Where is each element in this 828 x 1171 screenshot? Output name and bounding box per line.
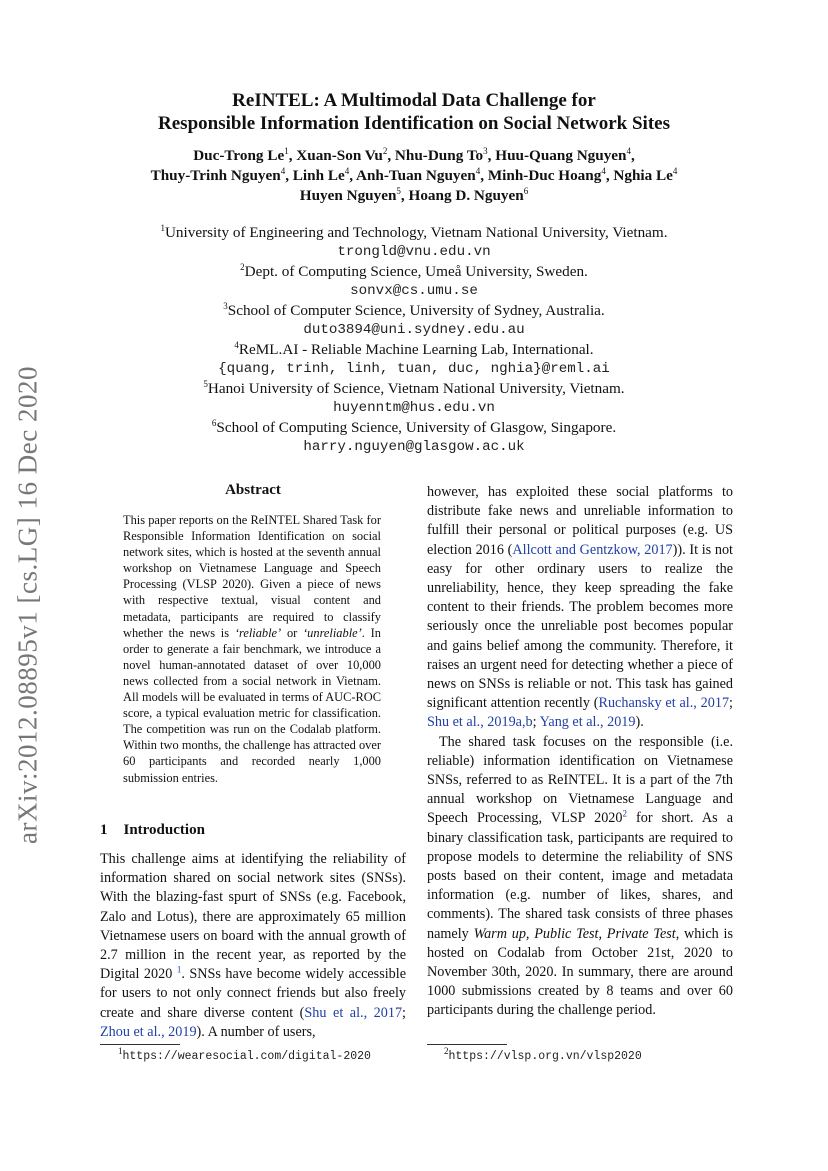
footnote-rule-right (427, 1044, 507, 1045)
email-3[interactable]: duto3894@uni.sydney.edu.au (303, 321, 525, 338)
affiliation-2: $^2$Dept. of Computing Science, Umeå University, Sweden. (240, 261, 588, 280)
author-name: Linh Le (292, 167, 345, 184)
author-name: Thuy-Trinh Nguyen (150, 167, 281, 184)
footnote-1: $^1$https://wearesocial.com/digital-2020 (118, 1046, 371, 1063)
intro-right-column (427, 483, 733, 1021)
affiliation-1: $^1$University of Engineering and Technology, Vietnam National University, Vietnam. (160, 222, 668, 241)
citation-link[interactable]: Ruchansky et al., 2017 (598, 695, 730, 712)
author-name: Duc-Trong Le (193, 147, 285, 164)
affiliation-5: $^5$Hanoi University of Science, Vietnam National University, Vietnam. (203, 378, 625, 397)
email-1[interactable]: trongld@vnu.edu.vn (337, 243, 491, 260)
author-name: Huu-Quang Nguyen (495, 147, 627, 164)
author-list (60, 146, 768, 206)
intro-left-paragraph: This challenge aims at identifying the reliability of information shared on social network sites (SNSs). With the blazing-fast spurt of SNSs (e.g. Facebook, Zalo and Lotus), there are approximately 65 million Vietnamese users on board with the annual growth of 2.7 million in the recent year, as reported by the Digital 2020 $^1$. SNSs have become widely accessible for users to not only connect friends but also freely create and share diverse content (Shu et al., 2017; Zhou et al., 2019). A number of users, (100, 851, 406, 1040)
phase-names: Warm up, Public Test, Private Test (473, 925, 676, 942)
footnote-url-2[interactable]: https://vlsp.org.vn/vlsp2020 (448, 1050, 642, 1063)
author-name: Xuan-Son Vu (296, 147, 383, 164)
intro-right-paragraph-1: however, has exploited these social platforms to distribute fake news and unreliable information to fulfill their personal or political purposes (e.g. US election 2016 (Allcott and Gentzkow, 2017)). It is not easy for other ordinary users to realize the unreliability, hence, they keep spreading the fake content to their friends. The problem becomes more seriously once the unreliable post becomes popular and gains belief among the community. Therefore, it raises an urgent need for detecting whether a piece of news on SNSs is reliable or not. This task has gained significant attention recently (Ruchansky et al., 2017; Shu et al., 2019a,b; Yang et al., 2019). (427, 484, 733, 731)
footnote-ref-1[interactable]: 1 (176, 964, 182, 975)
footnote-2: $^2$https://vlsp.org.vn/vlsp2020 (444, 1046, 642, 1063)
author-line-1: Duc-Trong Le$^1$, Xuan-Son Vu$^2$, Nhu-Dung To$^3$, Huu-Quang Nguyen$^4$, (193, 145, 635, 164)
author-name: Nghia Le (613, 167, 673, 184)
footnote-ref-2[interactable]: 2 (622, 808, 627, 819)
citation-link[interactable]: Allcott and Gentzkow, 2017 (512, 541, 673, 558)
author-name: Huyen Nguyen (299, 187, 397, 204)
email-6[interactable]: harry.nguyen@glasgow.ac.uk (303, 438, 525, 455)
citation-link[interactable]: Yang et al., 2019 (539, 714, 636, 731)
affiliation-4: $^4$ReML.AI - Reliable Machine Learning Lab, International. (234, 339, 594, 358)
section-heading: 1 Introduction (100, 822, 205, 838)
affiliation-6: $^6$School of Computing Science, University of Glasgow, Singapore. (211, 417, 617, 436)
author-name: Minh-Duc Hoang (487, 167, 602, 184)
paper-title (60, 89, 768, 135)
title-line-1: ReINTEL: A Multimodal Data Challenge for (232, 90, 596, 111)
author-line-3: Huyen Nguyen$^5$, Hoang D. Nguyen$^6$ (299, 185, 529, 204)
footnote-url-1[interactable]: https://wearesocial.com/digital-2020 (122, 1050, 371, 1063)
reliable-term: ‘reliable’ (234, 625, 282, 640)
author-name: Hoang D. Nguyen (408, 187, 524, 204)
affiliation-list (60, 223, 768, 457)
email-5[interactable]: huyenntm@hus.edu.vn (333, 399, 495, 416)
author-line-2: Thuy-Trinh Nguyen$^4$, Linh Le$^4$, Anh-Tuan Nguyen$^4$, Minh-Duc Hoang$^4$, Nghia Le$^4$ (150, 165, 678, 184)
title-line-2: Responsible Information Identification on Social Network Sites (158, 113, 670, 134)
intro-right-paragraph-2: The shared task focuses on the responsible (i.e. reliable) information identification on Vietnamese SNSs, referred to as ReINTEL. It is a part of the 7th annual workshop on Vietnamese Language and Speech Processing, VLSP 2020$^2$ for short. As a binary classification task, participants are required to propose models to determine the reliability of SNS posts based on their content, image and metadata information (e.g. number of likes, shares, and comments). The shared task consists of three phases namely Warm up, Public Test, Private Test, which is hosted on Codalab from October 21st, 2020 to November 30th, 2020. In summary, there are around 1000 submissions created by 8 teams and over 60 participants during the challenge period. (427, 733, 733, 1019)
citation-link[interactable]: Zhou et al., 2019 (100, 1023, 197, 1040)
email-2[interactable]: sonvx@cs.umu.se (350, 282, 478, 299)
citation-link[interactable]: Shu et al., 2017 (304, 1004, 403, 1021)
arxiv-stamp: arXiv:2012.08895v1 [cs.LG] 16 Dec 2020 (12, 366, 43, 844)
affiliation-3: $^3$School of Computer Science, University of Sydney, Australia. (223, 300, 605, 319)
author-name: Anh-Tuan Nguyen (355, 167, 476, 184)
author-name: Nhu-Dung To (394, 147, 484, 164)
abstract-heading: Abstract (225, 482, 281, 498)
email-4[interactable]: {quang, trinh, linh, tuan, duc, nghia}@reml.ai (218, 360, 610, 377)
abstract-text: This paper reports on the ReINTEL Shared Task for Responsible Information Identification on social network sites, which is hosted at the seventh annual workshop on Vietnamese Language and Speech Processing (VLSP 2020). Given a piece of news with respective textual, visual content and metadata, participants are required to classify whether the news is ‘reliable’ or ‘unreliable’. In order to generate a fair benchmark, we introduce a novel human-annotated dataset of over 10,000 news collected from a social network in Vietnam. All models will be evaluated in terms of AUC-ROC score, a typical evaluation metric for classification. The competition was run on the Codalab platform. Within two months, the challenge has attracted over 60 participants and recorded nearly 1,000 submission entries. (123, 513, 381, 785)
footnote-rule-left (100, 1044, 180, 1045)
unreliable-term: ‘unreliable’ (303, 625, 362, 640)
citation-link[interactable]: Shu et al., 2019a,b (427, 714, 533, 731)
